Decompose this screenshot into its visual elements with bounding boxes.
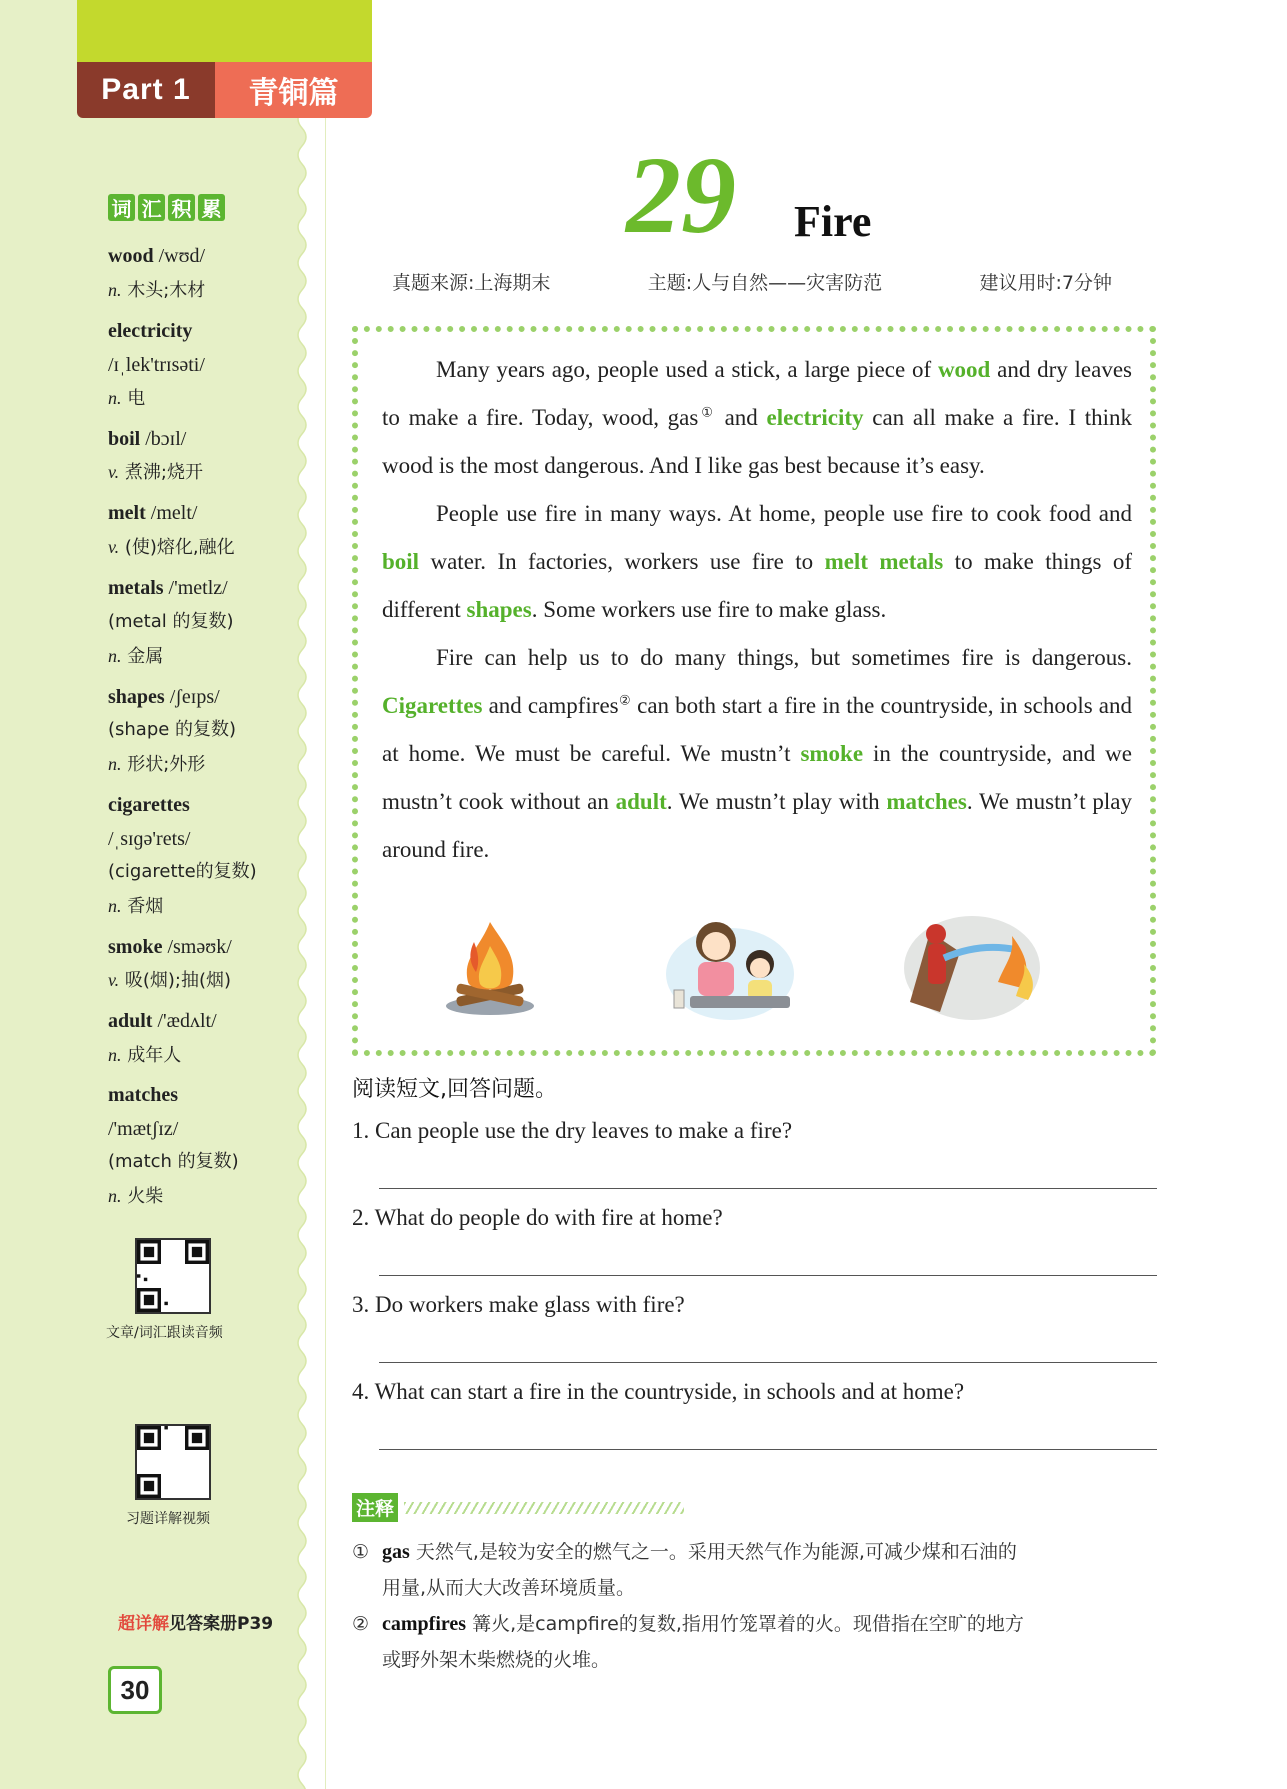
paragraph-2: People use fire in many ways. At home, people use fire to cook food and boil water. In factories, workers use fire to melt metals to make things of different shapes. Some workers use fire to make glass.	[382, 501, 1132, 622]
vocab-meaning: n. 香烟	[108, 896, 164, 917]
vocab-meaning: n. 木头;木材	[108, 280, 206, 301]
time-label: 建议用时:7分钟	[979, 272, 1112, 294]
vocab-word: adult	[108, 1010, 153, 1032]
qr-code-audio[interactable]	[135, 1238, 211, 1314]
part-cn-label: 青铜篇	[215, 62, 372, 118]
vocab-meaning: n. 火柴	[108, 1186, 164, 1207]
vocab-meaning: v. (使)熔化,融化	[108, 537, 235, 558]
note-2: ② campfires 篝火,是campfire的复数,指用竹笼罩着的火。现借指在空旷的地方 或野外架木柴燃烧的火堆。	[352, 1613, 1024, 1671]
part-label: Part 1	[77, 62, 215, 118]
source-label: 真题来源:上海期末	[392, 272, 551, 294]
vocab-phonetic: /'ædʌlt/	[157, 1010, 217, 1032]
vocab-entry-wood	[108, 244, 205, 268]
vocab-phonetic: /ˌsɪɡə'rets/	[108, 828, 191, 850]
vocab-meaning: n. 电	[108, 388, 146, 409]
question-4: 4. What can start a fire in the countryside, in schools and at home?	[352, 1379, 965, 1404]
vocab-entry-smoke	[108, 935, 232, 959]
unit-title: Fire	[794, 197, 872, 246]
vocab-plural-note: (match 的复数)	[108, 1151, 239, 1172]
question-2: 2. What do people do with fire at home?	[352, 1205, 723, 1230]
vocab-entry-shapes	[108, 685, 220, 709]
part-tab	[77, 62, 372, 118]
vocab-word: matches	[108, 1084, 178, 1106]
answer-line-2[interactable]	[379, 1275, 1157, 1276]
question-1: 1. Can people use the dry leaves to make a fire?	[352, 1118, 793, 1143]
notes-header	[352, 1493, 684, 1522]
unit-meta	[392, 268, 1112, 295]
question-instruction: 阅读短文,回答问题。	[352, 1077, 557, 1102]
vocab-phonetic: /ʃeɪps/	[169, 686, 220, 708]
vocab-entry-metals	[108, 576, 228, 600]
notes-decoration	[404, 1502, 684, 1514]
page-number: 30	[108, 1666, 162, 1714]
vocab-word: electricity	[108, 320, 193, 342]
answer-line-4[interactable]	[379, 1449, 1157, 1450]
vocab-title-char: 累	[198, 194, 225, 221]
vocab-meaning: v. 煮沸;烧开	[108, 462, 203, 483]
firefighter-illustration	[904, 916, 1040, 1020]
note-1: ① gas 天然气,是较为安全的燃气之一。采用天然气作为能源,可减少煤和石油的 用量,从而大大改善环境质量。	[352, 1541, 1017, 1599]
top-accent-bar	[77, 0, 372, 62]
vocab-word: wood	[108, 245, 154, 267]
notes-label: 注释	[352, 1493, 398, 1522]
vocab-phonetic: /ɪˌlek'trɪsəti/	[108, 354, 205, 376]
vocab-title-char: 积	[168, 194, 195, 221]
vocab-phonetic: /'mætʃɪz/	[108, 1118, 179, 1140]
campfire-illustration	[446, 922, 534, 1015]
vocab-meaning: n. 成年人	[108, 1045, 182, 1066]
question-3: 3. Do workers make glass with fire?	[352, 1292, 685, 1317]
qr-caption-video: 习题详解视频	[126, 1511, 210, 1527]
vocab-entry-boil	[108, 427, 186, 451]
vocab-entry-melt	[108, 501, 197, 525]
vocab-word: shapes	[108, 686, 165, 708]
answer-line-3[interactable]	[379, 1362, 1157, 1363]
vocab-plural-note: (metal 的复数)	[108, 611, 234, 632]
theme-label: 主题:人与自然——灾害防范	[647, 272, 883, 294]
vocab-word: smoke	[108, 936, 163, 958]
vocab-word: cigarettes	[108, 794, 190, 816]
vocab-word: metals	[108, 577, 164, 599]
vocab-phonetic: /'metlz/	[168, 577, 228, 599]
vocab-phonetic: /wʊd/	[158, 245, 206, 267]
vocab-entry-adult	[108, 1009, 217, 1033]
vocab-meaning: v. 吸(烟);抽(烟)	[108, 970, 232, 991]
vocab-meaning: n. 金属	[108, 646, 164, 667]
qr-caption-audio: 文章/词汇跟读音频	[106, 1325, 223, 1341]
vocab-word: boil	[108, 428, 141, 450]
vocab-meaning: n. 形状;外形	[108, 754, 206, 775]
paragraph-3: Fire can help us to do many things, but sometimes fire is dangerous. Cigarettes and campfires② can both start a fire in the countryside, in schools and at home. We must be careful. We mustn’t smoke in the countryside, and we mustn’t cook without an adult. We mustn’t play with matches. We mustn’t play around fire.	[382, 645, 1133, 862]
answer-reference: 超详解见答案册P39	[118, 1614, 274, 1634]
cooking-family-illustration	[666, 922, 794, 1020]
vocab-plural-note: (shape 的复数)	[108, 719, 237, 740]
vocab-title-char: 词	[108, 194, 135, 221]
qr-code-video[interactable]	[135, 1424, 211, 1500]
unit-number: 29	[626, 134, 736, 256]
passage-text	[382, 346, 1132, 874]
paragraph-1: Many years ago, people used a stick, a large piece of wood and dry leaves to make a fire. Today, wood, gas① and electricity can all make a fire. I think wood is the most dangerous. And I like gas best because it’s easy.	[382, 357, 1132, 478]
sidebar-wave-edge	[292, 110, 326, 1789]
passage-illustrations	[440, 912, 1080, 1024]
vocab-plural-note: (cigarette的复数)	[108, 861, 257, 882]
vocab-phonetic: /melt/	[150, 502, 198, 524]
vocab-title-char: 汇	[138, 194, 165, 221]
vocab-phonetic: /bɔɪl/	[145, 428, 187, 450]
vocab-section-title	[108, 194, 225, 221]
vocab-word: melt	[108, 502, 146, 524]
answer-line-1[interactable]	[379, 1188, 1157, 1189]
vocab-phonetic: /sməʊk/	[167, 936, 232, 958]
